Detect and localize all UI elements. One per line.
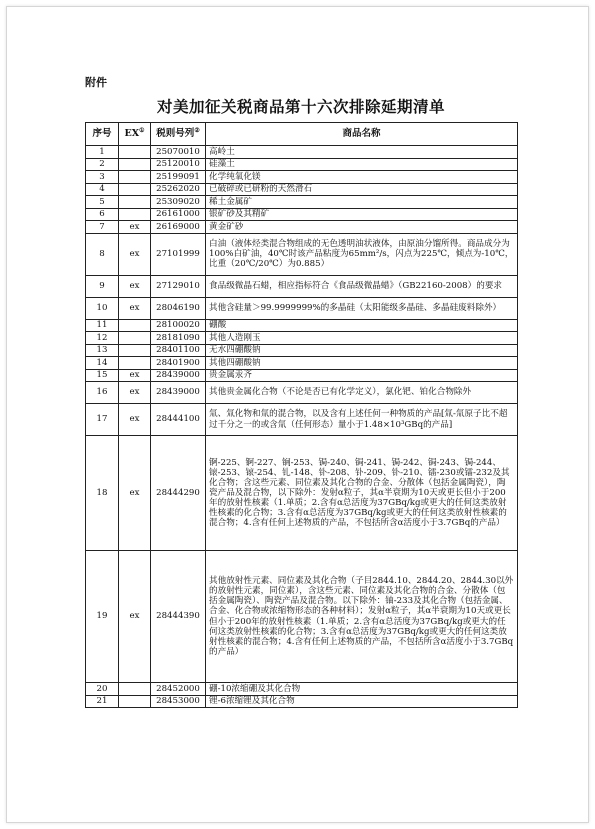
row-seq: 17 [86,404,119,436]
row-ex: ex [119,404,151,436]
table-row [86,183,518,196]
row-tariff-code: 28439000 [151,382,206,404]
table-row [86,551,518,683]
table-row [86,436,518,551]
row-seq: 7 [86,221,119,234]
row-ex [119,683,151,696]
row-ex [119,146,151,159]
row-ex: ex [119,369,151,382]
row-seq: 8 [86,233,119,275]
page-title: 对美加征关税商品第十六次排除延期清单 [156,98,445,116]
row-ex: ex [119,436,151,551]
row-tariff-code: 28401100 [151,344,206,357]
table-row [86,344,518,357]
exclusion-list-table [85,122,518,708]
table-row [86,221,518,234]
row-tariff-code: 28444290 [151,436,206,551]
table-row [86,196,518,209]
row-ex: ex [119,297,151,319]
row-goods-name: 化学纯氧化镁 [206,171,518,184]
row-ex [119,196,151,209]
row-ex [119,183,151,196]
row-seq: 18 [86,436,119,551]
row-tariff-code: 26169000 [151,221,206,234]
row-seq: 16 [86,382,119,404]
row-seq: 1 [86,146,119,159]
row-goods-name: 硼-10浓缩硼及其化合物 [206,683,518,696]
row-tariff-code: 28046190 [151,297,206,319]
row-goods-name: 高岭土 [206,146,518,159]
row-ex: ex [119,551,151,683]
row-seq: 9 [86,275,119,297]
table-row [86,683,518,696]
header-seq: 序号 [86,123,119,146]
row-ex [119,158,151,171]
row-tariff-code: 25309020 [151,196,206,209]
row-tariff-code: 26161000 [151,208,206,221]
row-ex: ex [119,382,151,404]
row-goods-name: 硅藻土 [206,158,518,171]
row-goods-name: 硼酸 [206,319,518,332]
row-tariff-code: 28444390 [151,551,206,683]
row-ex: ex [119,275,151,297]
row-tariff-code: 25070010 [151,146,206,159]
row-goods-name: 食品级微晶石蜡，相应指标符合《食品级微晶蜡》（GB22160-2008）的要求 [206,275,518,297]
row-goods-name: 贵金属汞齐 [206,369,518,382]
row-goods-name: 其他放射性元素、同位素及其化合物（子目2844.10、2844.20、2844.30以外的放射性元素，同位素），含这些元素、同位素及其化合物的合金、分散体（包括金属陶瓷）、陶瓷产品及混合物。以下除外：铀-233及其化合物（包括金属、合金、化合物或浓缩物形态的各种材料）；发射α粒子，其α半衰期为10天或更长但小于200年的放射性核素（1.单质；2.含有α总活度为37GBq/kg或更大的任何这类放射性核素的化合物；3.含有α总活度为37GBq/kg或更大的任何这类放射性核素的混合物；4.含有任何上述物质的产品，不包括所含α活度小于3.7GBq的产品） [206,551,518,683]
row-ex [119,332,151,345]
row-ex [119,208,151,221]
table-row [86,297,518,319]
row-seq: 20 [86,683,119,696]
row-goods-name: 锕-225、锕-227、锎-253、锔-240、锔-241、锔-242、锔-243、锔-244、锿-253、锿-254、钆-148、钋-208、钋-209、钋-210、镭-230或镭-232及其化合物；含这些元素、同位素及其化合物的合金、分散体（包括金属陶瓷），陶瓷产品及混合物，以下除外：发射α粒子，其α半衰期为10天或更长但小于200年的放射性核素（1.单质；2.含有α总活度为37GBq/kg或更大的任何这类放射性核素的化合物；3.含有α总活度为37GBq/kg或更大的任何这类放射性核素的混合物；4.含有任何上述物质的产品，不包括所含α活度小于3.7GBq的产品） [206,436,518,551]
header-goods-name: 商品名称 [206,123,518,146]
attachment-label: 附件 [85,76,107,89]
row-seq: 10 [86,297,119,319]
header-ex: EX① [119,123,151,146]
row-tariff-code: 27101999 [151,233,206,275]
row-ex [119,695,151,708]
row-seq: 13 [86,344,119,357]
row-seq: 5 [86,196,119,209]
row-goods-name: 白油（液体烃类混合物组成的无色透明油状液体，由原油分馏所得。商品成分为100%白矿油，40℃时该产品粘度为65mm²/s，闪点为225℃，倾点为-10℃，比重（20℃/20℃）为0.885） [206,233,518,275]
row-tariff-code: 28100020 [151,319,206,332]
row-tariff-code: 25262020 [151,183,206,196]
row-tariff-code: 25120010 [151,158,206,171]
row-seq: 19 [86,551,119,683]
table-row [86,695,518,708]
row-ex [119,357,151,370]
table-row [86,382,518,404]
row-goods-name: 稀土金属矿 [206,196,518,209]
row-seq: 2 [86,158,119,171]
table-row [86,275,518,297]
table-row [86,319,518,332]
row-seq: 15 [86,369,119,382]
row-tariff-code: 28452000 [151,683,206,696]
table-row [86,146,518,159]
row-tariff-code: 28444100 [151,404,206,436]
row-goods-name: 黄金矿砂 [206,221,518,234]
row-tariff-code: 28401900 [151,357,206,370]
row-seq: 11 [86,319,119,332]
row-ex: ex [119,221,151,234]
table-row [86,404,518,436]
row-tariff-code: 25199091 [151,171,206,184]
row-goods-name: 已破碎或已研粉的天然滑石 [206,183,518,196]
row-goods-name: 无水四硼酸钠 [206,344,518,357]
row-goods-name: 其他含硅量＞99.9999999%的多晶硅（太阳能级多晶硅、多晶硅废料除外） [206,297,518,319]
row-seq: 6 [86,208,119,221]
table-row [86,369,518,382]
row-goods-name: 其他贵金属化合物（不论是否已有化学定义），氯化钯、铂化合物除外 [206,382,518,404]
row-seq: 4 [86,183,119,196]
table-row [86,233,518,275]
row-ex [119,319,151,332]
row-tariff-code: 28439000 [151,369,206,382]
row-goods-name: 其他四硼酸钠 [206,357,518,370]
table-row [86,158,518,171]
row-seq: 12 [86,332,119,345]
row-tariff-code: 28181090 [151,332,206,345]
row-ex: ex [119,233,151,275]
header-tariff-code: 税则号列② [151,123,206,146]
table-row [86,208,518,221]
table-row [86,171,518,184]
row-seq: 3 [86,171,119,184]
table-row [86,357,518,370]
table-row [86,332,518,345]
row-tariff-code: 27129010 [151,275,206,297]
row-goods-name: 其他人造刚玉 [206,332,518,345]
row-goods-name: 氚、氚化物和氚的混合物，以及含有上述任何一种物质的产品[氚-氚原子比不超过千分之一的或含氚（任何形态）量小于1.48×10³GBq的产品] [206,404,518,436]
row-ex [119,171,151,184]
row-goods-name: 银矿砂及其精矿 [206,208,518,221]
row-goods-name: 锂-6浓缩锂及其化合物 [206,695,518,708]
row-tariff-code: 28453000 [151,695,206,708]
table-header-row [86,123,518,146]
row-seq: 21 [86,695,119,708]
row-seq: 14 [86,357,119,370]
row-ex [119,344,151,357]
table-body [86,146,518,708]
